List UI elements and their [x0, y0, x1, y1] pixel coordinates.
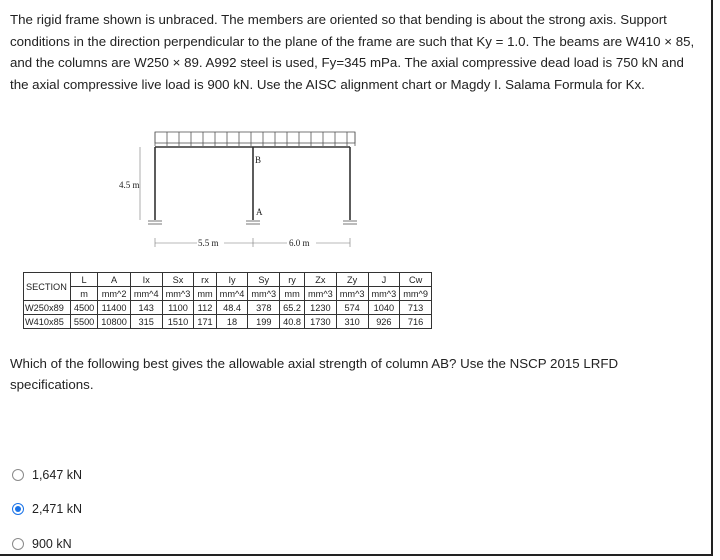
table-cell: 574 — [336, 301, 368, 315]
radio-unchecked-icon[interactable] — [12, 469, 24, 481]
unit-cell: mm^3 — [305, 287, 337, 301]
span1-label: 5.5 m — [198, 238, 219, 248]
table-cell: 112 — [194, 301, 216, 315]
table-cell: 5500 — [70, 315, 97, 329]
span-dimensions — [155, 238, 350, 247]
unit-cell: m — [70, 287, 97, 301]
table-cell: 378 — [248, 301, 280, 315]
table-cell: 713 — [400, 301, 432, 315]
table-cell: 10800 — [98, 315, 131, 329]
table-cell: 315 — [130, 315, 162, 329]
table-cell: 171 — [194, 315, 216, 329]
unit-cell: mm^3 — [336, 287, 368, 301]
section-header: SECTION — [24, 273, 71, 301]
unit-cell: mm — [280, 287, 305, 301]
unit-cell: mm^3 — [162, 287, 194, 301]
table-cell: 1230 — [305, 301, 337, 315]
table-cell: 1730 — [305, 315, 337, 329]
table-units-row — [24, 287, 432, 301]
col-header: Sx — [162, 273, 194, 287]
col-header: J — [368, 273, 400, 287]
table-cell: 18 — [216, 315, 248, 329]
sub-question-text: Which of the following best gives the allowable axial strength of column AB? Use the NSCP 2015 LRFD specifications. — [10, 356, 619, 392]
col-header: Sy — [248, 273, 280, 287]
answer-option-2[interactable] — [12, 502, 82, 516]
section-name: W250x89 — [24, 301, 71, 315]
col-header: Cw — [400, 273, 432, 287]
table-cell: 4500 — [70, 301, 97, 315]
table-header-row — [24, 273, 432, 287]
unit-cell: mm^3 — [248, 287, 280, 301]
unit-cell: mm^9 — [400, 287, 432, 301]
table-cell: 926 — [368, 315, 400, 329]
radio-checked-icon[interactable] — [12, 503, 24, 515]
col-header: Ix — [130, 273, 162, 287]
frame-diagram — [100, 125, 380, 255]
table-row — [24, 301, 432, 315]
table-row — [24, 315, 432, 329]
fixed-supports — [148, 221, 357, 224]
distributed-load — [155, 132, 355, 146]
table-cell: 11400 — [98, 301, 131, 315]
table-cell: 1100 — [162, 301, 194, 315]
option-label: 2,471 kN — [32, 502, 83, 516]
node-b-label: B — [255, 155, 262, 165]
table-cell: 716 — [400, 315, 432, 329]
span2-label: 6.0 m — [289, 238, 310, 248]
table-cell: 65.2 — [280, 301, 305, 315]
node-a-label: A — [256, 207, 263, 217]
question-text: The rigid frame shown is unbraced. The members are oriented so that bending is about the strong axis. Support conditions in the direction perpendicular to the plane of the frame are such that Ky = 1.0. The beams are W410 × 85, and the columns are W250 × 89. A992 steel is used, Fy=345 mPa. The axial compressive dead load is 750 kN and the axial compressive live load is 900 kN. Use the AISC alignment chart or Magdy I. Salama Formula for Kx. — [10, 12, 695, 92]
answer-option-3[interactable] — [12, 537, 72, 551]
table-cell: 310 — [336, 315, 368, 329]
col-header: A — [98, 273, 131, 287]
unit-cell: mm — [194, 287, 216, 301]
table-cell: 48.4 — [216, 301, 248, 315]
col-header: ry — [280, 273, 305, 287]
table-cell: 1040 — [368, 301, 400, 315]
table-cell: 1510 — [162, 315, 194, 329]
col-header: Zx — [305, 273, 337, 287]
unit-cell: mm^4 — [130, 287, 162, 301]
section-properties-table — [23, 272, 432, 329]
table-cell: 199 — [248, 315, 280, 329]
col-header: rx — [194, 273, 216, 287]
option-label: 900 kN — [32, 537, 72, 551]
table-cell: 143 — [130, 301, 162, 315]
answer-option-1[interactable] — [12, 468, 82, 482]
frame-members — [155, 147, 350, 220]
unit-cell: mm^4 — [216, 287, 248, 301]
height-label: 4.5 m — [119, 180, 140, 190]
section-name: W410x85 — [24, 315, 71, 329]
col-header: L — [70, 273, 97, 287]
col-header: Iy — [216, 273, 248, 287]
table-cell: 40.8 — [280, 315, 305, 329]
col-header: Zy — [336, 273, 368, 287]
radio-unchecked-icon[interactable] — [12, 538, 24, 550]
unit-cell: mm^3 — [368, 287, 400, 301]
option-label: 1,647 kN — [32, 468, 83, 482]
unit-cell: mm^2 — [98, 287, 131, 301]
